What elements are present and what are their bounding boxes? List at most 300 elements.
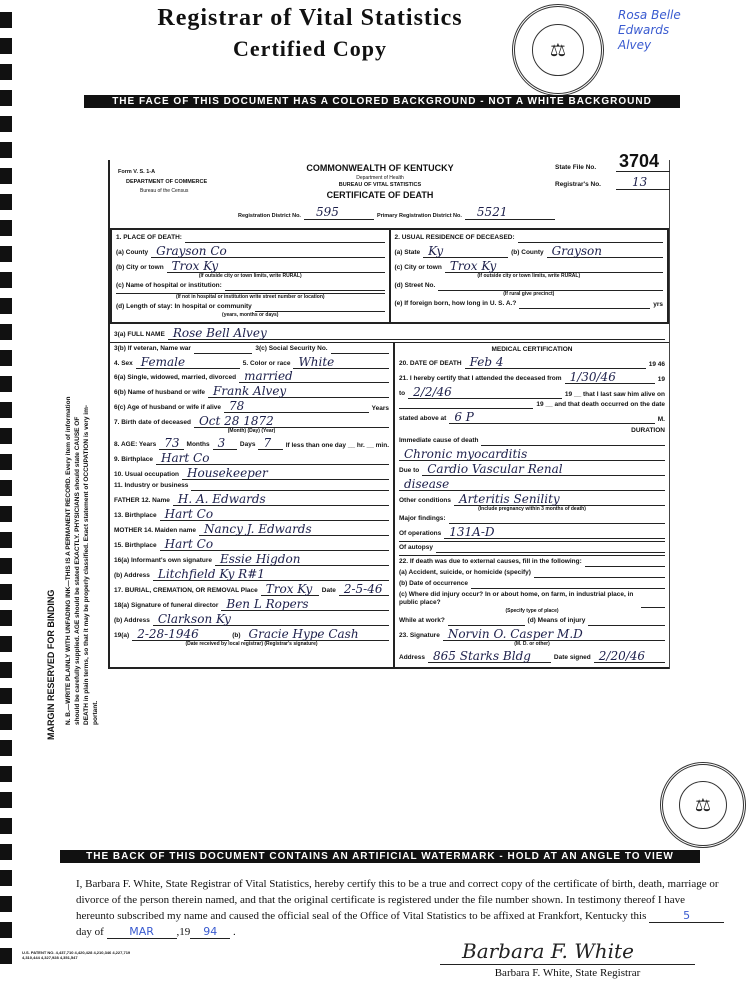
form-field: [116, 234, 385, 243]
registrar-certification: I, Barbara F. White, State Registrar of Vital Statistics, hereby certify this to be a true and correct copy of the certificate of birth, death, marriage or divorce of the person therein named, and that the original certificate is registered under the file number shown. In testimony thereof I have hereunto subscribed my name and caused the official seal of the Office of Vital Statistics to be affixed at Frankfort, Kentucky this 5 day of MAR ,19 94 .: [76, 876, 726, 940]
binder-hole: [0, 402, 12, 418]
field-label: (a) State: [394, 249, 421, 256]
margin-note: [64, 396, 100, 725]
field-label: 13. Birthplace: [114, 512, 157, 519]
field-segment: [395, 245, 509, 258]
day-of-label: day of: [76, 926, 104, 938]
form-field: [114, 598, 389, 611]
form-field: [399, 555, 665, 556]
field-line: [191, 490, 389, 491]
field-segment: [322, 583, 389, 596]
form-field: [399, 463, 665, 476]
field-line: [331, 353, 389, 354]
field-label: FATHER 12. Name: [114, 497, 170, 504]
field-label: stated above at: [399, 415, 447, 422]
field-segment: [399, 448, 665, 461]
field-hint: (Date received by local registrar) (Registrar's signature): [185, 641, 318, 647]
field-label: (b) Address: [114, 617, 150, 624]
field-segment: [399, 493, 665, 506]
form-field: [399, 386, 665, 399]
field-line: [244, 628, 389, 641]
form-field: [114, 628, 389, 641]
field-line: [293, 356, 389, 369]
field-value: 865 Starks Bldg: [433, 649, 531, 663]
field-segment: [399, 558, 665, 567]
field-value: Female: [140, 355, 186, 369]
binder-hole: [0, 844, 12, 860]
field-line: [408, 386, 562, 399]
form-field: [114, 415, 389, 428]
field-line: [445, 260, 663, 273]
field-line: [399, 541, 665, 542]
binder-hole: [0, 792, 12, 808]
certification-month: MAR: [107, 925, 177, 939]
field-label: Due to: [399, 467, 420, 474]
binder-hole: [0, 38, 12, 54]
field-segment: [399, 569, 665, 578]
field-label: (e) If foreign born, how long in U. S. A.?: [394, 300, 517, 307]
seal-emblem-icon: ⚖: [532, 24, 584, 76]
binder-hole: [0, 922, 12, 938]
field-line: [225, 290, 385, 291]
binder-hole: [0, 168, 12, 184]
field-value: 2-5-46: [343, 582, 383, 596]
field-value: 2/2/46: [413, 385, 452, 399]
binder-hole: [0, 324, 12, 340]
form-field: [395, 245, 664, 258]
field-segment: [399, 356, 646, 369]
field-line: [519, 308, 650, 309]
field-label: 4. Sex: [114, 360, 133, 367]
binder-hole: [0, 818, 12, 834]
department-label: DEPARTMENT OF COMMERCE: [126, 179, 208, 185]
binder-hole: [0, 298, 12, 314]
binder-hole: [0, 948, 12, 964]
field-line: [534, 577, 665, 578]
field-segment: [399, 463, 665, 476]
field-segment: [116, 245, 385, 258]
field-label: (b) Address: [114, 572, 150, 579]
place-of-death-box: [112, 230, 389, 322]
field-label: 19(a): [114, 632, 130, 639]
field-suffix: M.: [657, 416, 665, 423]
field-label: 6(a) Single, widowed, married, divorced: [114, 374, 237, 381]
field-segment: [395, 260, 664, 273]
field-value: Oct 28 1872: [198, 414, 274, 428]
field-segment: [114, 568, 389, 581]
binder-hole: [0, 896, 12, 912]
field-value: 6 P: [454, 410, 474, 424]
field-label: 3(a) FULL NAME: [114, 331, 165, 338]
field-label: (d) Means of injury: [527, 617, 586, 624]
form-field: [114, 568, 389, 581]
field-label: 8. AGE: Years: [114, 441, 157, 448]
field-label: (d) Length of stay: In hospital or community: [116, 303, 252, 310]
certificate-heading: CERTIFICATE OF DEATH: [326, 190, 434, 200]
field-segment: [114, 400, 369, 413]
field-segment: [399, 386, 562, 399]
field-segment: [399, 580, 665, 589]
field-value: Hart Co: [164, 507, 214, 521]
field-segment: [528, 617, 665, 626]
field-line: [449, 523, 665, 524]
field-segment: [116, 234, 385, 243]
form-field: [114, 482, 389, 491]
field-line: [449, 411, 654, 424]
field-line: [199, 523, 389, 536]
form-field: [114, 493, 389, 506]
field-value: Gracie Hype Cash: [248, 627, 359, 641]
field-segment: [114, 385, 389, 398]
margin-note-line: portant.: [92, 700, 99, 725]
field-line: [185, 242, 385, 243]
field-segment: [399, 515, 665, 524]
field-line: [565, 371, 655, 384]
field-segment: [511, 245, 663, 258]
state-seal-bottom: [660, 762, 746, 848]
binder-hole: [0, 246, 12, 262]
field-label: 2. USUAL RESIDENCE OF DECEASED:: [394, 234, 515, 241]
margin-note-line: should be carefully supplied. AGE should be stated EXACTLY. PHYSICIANS should state CAUSE OF: [74, 416, 81, 725]
binder-hole: [0, 272, 12, 288]
form-field: [114, 452, 389, 465]
seal-emblem-icon: ⚖: [679, 781, 727, 829]
field-segment: [187, 437, 237, 450]
bureau-vs-label: BUREAU OF VITAL STATISTICS: [338, 182, 422, 188]
field-label: 23. Signature: [399, 632, 440, 639]
field-hint: (years, months or days): [222, 312, 279, 318]
field-value: married: [244, 369, 293, 383]
field-label: Date: [321, 587, 336, 594]
field-line: [182, 467, 389, 480]
binder-hole: [0, 584, 12, 600]
field-segment: [232, 628, 389, 641]
field-value: Cardio Vascular Renal: [427, 462, 563, 476]
binder-hole: [0, 870, 12, 886]
field-value: Hart Co: [164, 537, 214, 551]
field-label: (b) City or town: [116, 264, 164, 271]
field-line: [132, 628, 229, 641]
form-field: [114, 345, 389, 354]
field-segment: [116, 260, 385, 273]
field-value: 7: [263, 436, 272, 450]
registrar-name-title: Barbara F. White, State Registrar: [494, 967, 641, 979]
form-field: [116, 260, 385, 273]
field-value: Nancy J. Edwards: [204, 522, 312, 536]
field-line: [518, 242, 663, 243]
field-line: [224, 400, 369, 413]
binder-hole: [0, 194, 12, 210]
field-hint: (M. D. or other): [514, 641, 550, 647]
binder-hole: [0, 116, 12, 132]
binder-hole: [0, 12, 12, 28]
form-field: [116, 245, 385, 258]
field-value: 2/20/46: [598, 649, 646, 663]
form-field: [399, 650, 665, 663]
form-field: [395, 282, 664, 291]
field-label: (a) County: [116, 249, 149, 256]
year-prefix: ,19: [176, 926, 191, 938]
field-label: Months: [186, 441, 210, 448]
field-value: Rose Bell Alvey: [172, 326, 267, 340]
state-seal-top: [512, 4, 604, 96]
binder-hole: [0, 142, 12, 158]
field-line: [168, 327, 665, 340]
form-field: [116, 282, 385, 291]
field-line: [594, 650, 665, 663]
binder-hole: [0, 506, 12, 522]
field-segment: [255, 345, 389, 354]
binder-hole: [0, 662, 12, 678]
field-label: MOTHER 14. Maiden name: [114, 527, 196, 534]
field-segment: [114, 452, 389, 465]
field-suffix: 19 46: [648, 361, 665, 368]
field-label: 9. Birthplace: [114, 456, 154, 463]
field-line: [428, 650, 551, 663]
field-label: (b) County: [511, 249, 544, 256]
field-segment: [114, 356, 240, 369]
dept-health-label: Department of Health: [356, 175, 404, 181]
field-hint: (If not in hospital or institution write street number or location): [175, 294, 325, 300]
binder-hole: [0, 740, 12, 756]
field-label: Immediate cause of death: [399, 437, 479, 444]
form-field: [114, 553, 389, 566]
form-field: [114, 385, 389, 398]
field-value: 3: [217, 436, 226, 450]
field-label: (c) Name of hospital or institution:: [116, 282, 222, 289]
registrar-number: 13: [616, 176, 670, 190]
binder-hole: [0, 688, 12, 704]
field-label: 6(c) Age of husband or wife if alive: [114, 404, 222, 411]
binder-hole: [0, 454, 12, 470]
binder-hole: [0, 376, 12, 392]
state-file-label: State File No.: [555, 164, 597, 171]
form-field: [114, 508, 389, 521]
certification-year: 94: [190, 925, 230, 939]
form-field: [114, 583, 389, 596]
form-field: [399, 580, 665, 589]
field-value: Hart Co: [161, 451, 210, 465]
personal-particulars-column: [110, 343, 395, 667]
bureau-label: Bureau of the Census: [140, 188, 189, 194]
field-line: [471, 588, 665, 589]
registration-district-row: [238, 206, 555, 220]
field-segment: [114, 482, 389, 491]
form-field: [395, 300, 664, 309]
field-line: [443, 628, 665, 641]
field-segment: [399, 437, 665, 446]
form-field: [399, 541, 665, 542]
form-field: [399, 628, 665, 641]
field-segment: [114, 538, 389, 551]
field-line: [436, 552, 665, 553]
field-line: [585, 566, 665, 567]
field-segment: [114, 508, 389, 521]
form-field: [114, 538, 389, 551]
form-field: [399, 448, 665, 461]
field-segment: [114, 553, 389, 566]
field-line: [641, 607, 665, 608]
field-value: Trox Ky: [449, 259, 497, 273]
field-line: [160, 538, 389, 551]
field-hint: (Specify type of place): [505, 608, 559, 614]
field-value: Clarkson Ky: [157, 612, 231, 626]
top-sections: [110, 228, 669, 324]
banner-bottom: THE BACK OF THIS DOCUMENT CONTAINS AN ARTIFICIAL WATERMARK - HOLD AT AN ANGLE TO VIEW: [60, 850, 700, 863]
field-label: 20. DATE OF DEATH: [399, 360, 462, 367]
margin-note-line: DEATH in plain terms, so that it may be properly classified. Exact statement of OCCUPATION is very im-: [83, 404, 90, 725]
field-line: [215, 553, 389, 566]
field-segment: [399, 555, 665, 556]
field-line: [547, 245, 663, 258]
field-suffix: If less than one day __ hr. __ min.: [285, 442, 390, 449]
field-segment: [114, 583, 319, 596]
field-segment: [395, 282, 664, 291]
field-line: [261, 583, 319, 596]
field-value: Trox Ky: [265, 582, 313, 596]
field-segment: [399, 371, 655, 384]
binder-hole: [0, 428, 12, 444]
field-hint: (If rural give precinct): [503, 291, 555, 297]
form-field: [114, 356, 389, 383]
field-line: [208, 385, 389, 398]
field-segment: [554, 650, 665, 663]
field-label: Of autopsy: [399, 544, 433, 551]
field-label: (a) Accident, suicide, or homicide (specify): [399, 569, 531, 576]
usual-residence-box: [389, 230, 668, 322]
field-label: 6(b) Name of husband or wife: [114, 389, 206, 396]
field-segment: [395, 300, 651, 309]
field-line: [156, 452, 389, 465]
field-segment: [114, 628, 229, 641]
field-line: [399, 448, 665, 461]
field-line: [221, 598, 389, 611]
field-value: 1/30/46: [569, 370, 616, 384]
field-label: 16(a) Informant's own signature: [114, 557, 212, 564]
field-suffix: 19: [657, 376, 665, 383]
field-label: (b): [232, 632, 241, 639]
field-segment: [399, 541, 665, 542]
form-columns: [110, 343, 669, 667]
binder-hole: [0, 480, 12, 496]
field-line: [481, 445, 665, 446]
field-suffix: 19 __ that I last saw him alive on: [564, 391, 665, 398]
field-segment: [114, 467, 389, 480]
field-line: [399, 555, 665, 556]
field-suffix: Years: [371, 405, 389, 412]
field-segment: [399, 628, 665, 641]
field-line: [136, 356, 240, 369]
form-field: [399, 437, 665, 446]
field-segment: [240, 437, 283, 450]
form-field: [399, 526, 665, 539]
field-segment: [116, 282, 385, 291]
certification-day: 5: [649, 909, 724, 923]
field-value: Essie Higdon: [219, 552, 301, 566]
registrar-no-label: Registrar's No.: [555, 181, 601, 188]
field-label: (d) Street No.: [394, 282, 436, 289]
form-field: [116, 303, 385, 312]
field-suffix: 19 __ and that death occurred on the date: [536, 401, 665, 408]
field-hint: (If outside city or town limits, write RURAL): [198, 273, 302, 279]
field-label: 10. Usual occupation: [114, 471, 180, 478]
field-label: 7. Birth date of deceased: [114, 419, 191, 426]
field-line: [167, 260, 385, 273]
field-line: [194, 353, 252, 354]
field-label: Of operations: [399, 530, 442, 537]
field-segment: [114, 493, 389, 506]
handwritten-note: [618, 8, 681, 53]
form-field: [399, 411, 665, 424]
field-value: 131A-D: [449, 525, 495, 539]
field-line: [454, 493, 665, 506]
field-segment: [114, 370, 389, 383]
field-label: 17. BURIAL, CREMATION, OR REMOVAL Place: [114, 587, 258, 594]
field-value: 73: [164, 436, 180, 450]
binder-hole: [0, 714, 12, 730]
form-field: [395, 260, 664, 273]
document-title: Registrar of Vital Statistics: [157, 5, 463, 31]
binder-hole: [0, 90, 12, 106]
binder-hole: [0, 636, 12, 652]
binder-hole: [0, 64, 12, 80]
form-field: [114, 327, 665, 340]
field-label: 3(c) Social Security No.: [255, 345, 328, 352]
field-line: [194, 415, 389, 428]
field-label: Date signed: [553, 654, 591, 661]
reg-district-label: Registration District No.: [238, 213, 301, 219]
field-label: Major findings:: [399, 515, 446, 522]
field-label: While at work?: [399, 617, 445, 624]
form-field: [114, 523, 389, 536]
patent-numbers: U.S. PATENT NO. 4,437,710 4,420,428 4,210,346 4,227,719 4,310,444 4,327,928 4,351,547: [22, 950, 131, 960]
form-field: [399, 558, 665, 567]
form-field: [114, 400, 389, 413]
field-value: Ben L Ropers: [226, 597, 309, 611]
field-value: Grayson Co: [156, 244, 227, 258]
field-label: 5. Color or race: [242, 360, 291, 367]
field-segment: [399, 478, 665, 491]
field-segment: [114, 437, 184, 450]
medical-certification-column: [395, 343, 669, 667]
field-segment: [399, 544, 665, 553]
form-field: [114, 437, 389, 450]
primary-district-label: Primary Registration District No.: [376, 213, 462, 219]
field-label: Days: [239, 441, 256, 448]
field-segment: [399, 526, 665, 539]
field-value: Housekeeper: [187, 466, 268, 480]
field-line: [339, 583, 389, 596]
binder-hole: [0, 220, 12, 236]
field-line: [399, 408, 533, 409]
form-number: Form V. S. 1-A: [118, 169, 156, 175]
form-field: [399, 493, 665, 506]
duration-heading: DURATION: [631, 427, 665, 434]
field-label: 15. Birthplace: [114, 542, 157, 549]
note-line: Alvey: [618, 38, 652, 52]
field-value: Feb 4: [469, 355, 504, 369]
margin-note-line: N. B.—WRITE PLAINLY WITH UNFADING INK—THIS IS A PERMANENT RECORD. Every item of information: [65, 396, 72, 725]
signature-line: [440, 964, 695, 965]
registrar-signature: Barbara F. White: [462, 939, 634, 963]
field-value: Trox Ky: [171, 259, 219, 273]
certification-text: I, Barbara F. White, State Registrar of Vital Statistics, hereby certify this to be a true and correct copy of the certificate of birth, death, marriage or divorce of the person therein named, and that the original certificate is registered under the file number shown. In testimony thereof I have hereunto subscribed my name and caused the official seal of the Office of Vital Statistics to be affixed at Frankfort, Kentucky this: [76, 878, 719, 922]
field-segment: [243, 356, 389, 369]
form-field: [399, 478, 665, 491]
field-line: [153, 568, 389, 581]
form-field: [399, 371, 665, 384]
field-segment: [116, 303, 385, 312]
